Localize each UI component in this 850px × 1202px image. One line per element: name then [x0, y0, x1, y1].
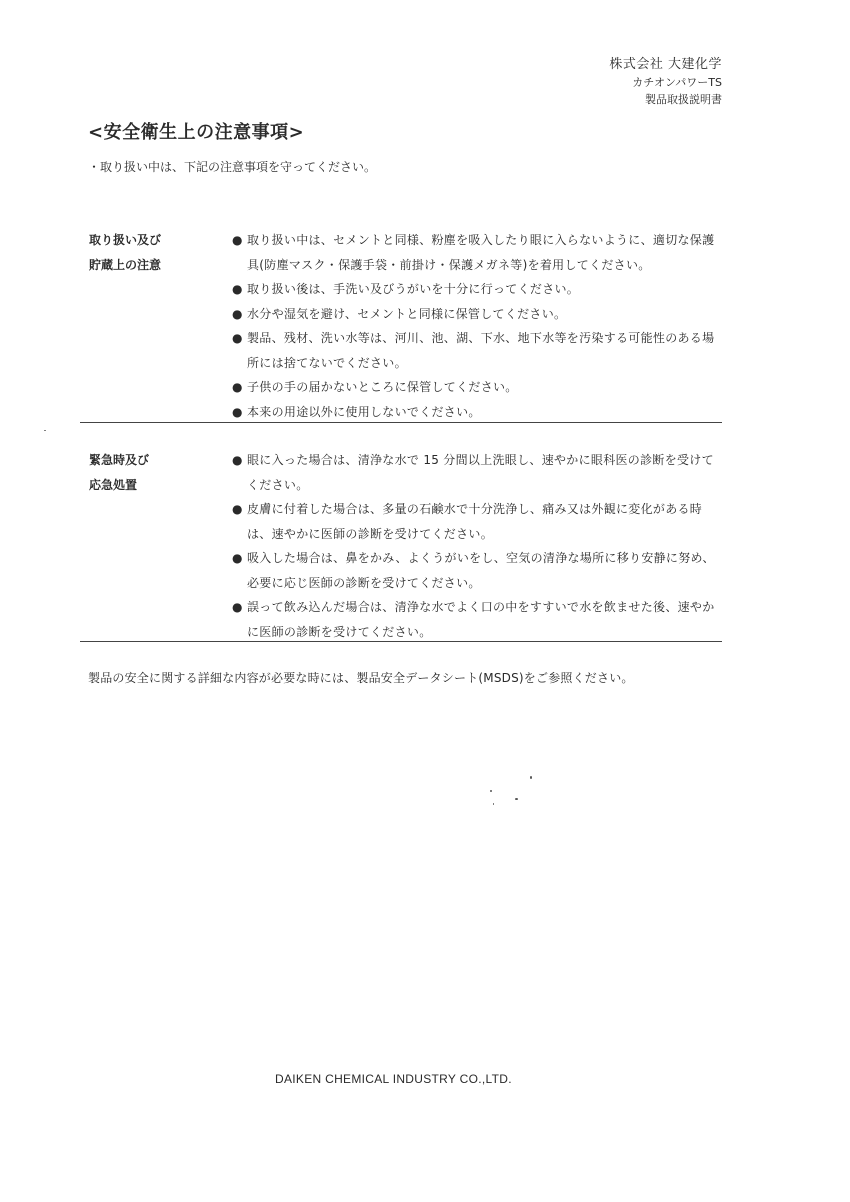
item-text: 水分や湿気を避け、セメントと同様に保管してください。: [247, 306, 567, 321]
msds-reference-note: 製品の安全に関する詳細な内容が必要な時には、製品安全データシート(MSDS)をご参照ください。: [88, 671, 634, 685]
section-label-line: 取り扱い及び: [89, 233, 162, 247]
item-text: 製品、残材、洗い水等は、河川、池、湖、下水、地下水等を汚染する可能性のある場所には捨てないでください。: [247, 331, 715, 370]
item-text: 子供の手の届かないところに保管してください。: [247, 380, 518, 394]
item-text: 取り扱い中は、セメントと同様、粉塵を吸入したり眼に入らないように、適切な保護具(防塵マスク・保護手袋・前掛け・保護メガネ等)を着用してください。: [247, 233, 715, 272]
section-label-line: 貯蔵上の注意: [89, 258, 162, 272]
list-item: [232, 400, 722, 425]
bullet-icon: ●: [232, 600, 243, 614]
bullet-icon: ●: [232, 453, 243, 467]
item-text: 眼に入った場合は、清浄な水で 15 分間以上洗眼し、速やかに眼科医の診断を受けてください。: [247, 453, 714, 492]
bullet-icon: ●: [232, 551, 243, 565]
product-name: カチオンパワーTS: [632, 76, 722, 89]
page-title: <安全衛生上の注意事項>: [88, 122, 305, 143]
bullet-icon: ●: [232, 380, 243, 394]
list-item: [232, 277, 722, 302]
list-item: [232, 595, 722, 644]
section-label-line: 緊急時及び: [89, 453, 150, 467]
item-text: 本来の用途以外に使用しないでください。: [247, 404, 481, 419]
section-handling-storage: [80, 228, 722, 423]
scan-speck: [490, 790, 492, 792]
company-name-english: DAIKEN CHEMICAL INDUSTRY CO.,LTD.: [275, 1072, 512, 1086]
list-item: [232, 497, 722, 546]
precaution-list: [232, 228, 722, 424]
document-type: 製品取扱説明書: [645, 93, 722, 106]
list-item: [232, 375, 722, 400]
item-text: 誤って飲み込んだ場合は、清浄な水でよく口の中をすすいで水を飲ませた後、速やかに医師の診断を受けてください。: [247, 600, 715, 639]
list-item: [232, 546, 722, 595]
bullet-icon: ●: [232, 233, 243, 247]
header-block: [609, 56, 722, 108]
bullet-icon: ●: [232, 502, 243, 516]
section-label: [89, 228, 161, 278]
item-text: 皮膚に付着した場合は、多量の石鹸水で十分洗浄し、痛み又は外観に変化がある時は、速やかに医師の診断を受けてください。: [247, 502, 703, 541]
bullet-icon: ●: [232, 331, 243, 345]
company-name: 株式会社 大建化学: [609, 57, 722, 72]
bullet-icon: ●: [232, 306, 243, 321]
item-text: 取り扱い後は、手洗い及びうがいを十分に行ってください。: [247, 282, 580, 296]
item-text: 吸入した場合は、鼻をかみ、よくうがいをし、空気の清浄な場所に移り安静に努め、必要に応じ医師の診断を受けてください。: [247, 551, 715, 590]
scan-speck: [515, 798, 518, 800]
bullet-icon: ●: [232, 404, 243, 419]
scan-speck: [530, 776, 532, 779]
list-item: [232, 302, 722, 327]
list-item: [232, 228, 722, 277]
list-item: [232, 326, 722, 375]
list-item: [232, 448, 722, 497]
scan-speck: [44, 430, 46, 431]
bullet-icon: ●: [232, 282, 243, 296]
section-label: [89, 448, 149, 498]
scan-speck: [493, 803, 494, 805]
section-label-line: 応急処置: [89, 478, 138, 492]
intro-text: ・取り扱い中は、下記の注意事項を守ってください。: [88, 160, 377, 174]
section-emergency-first-aid: [80, 448, 722, 642]
first-aid-list: [232, 448, 722, 644]
